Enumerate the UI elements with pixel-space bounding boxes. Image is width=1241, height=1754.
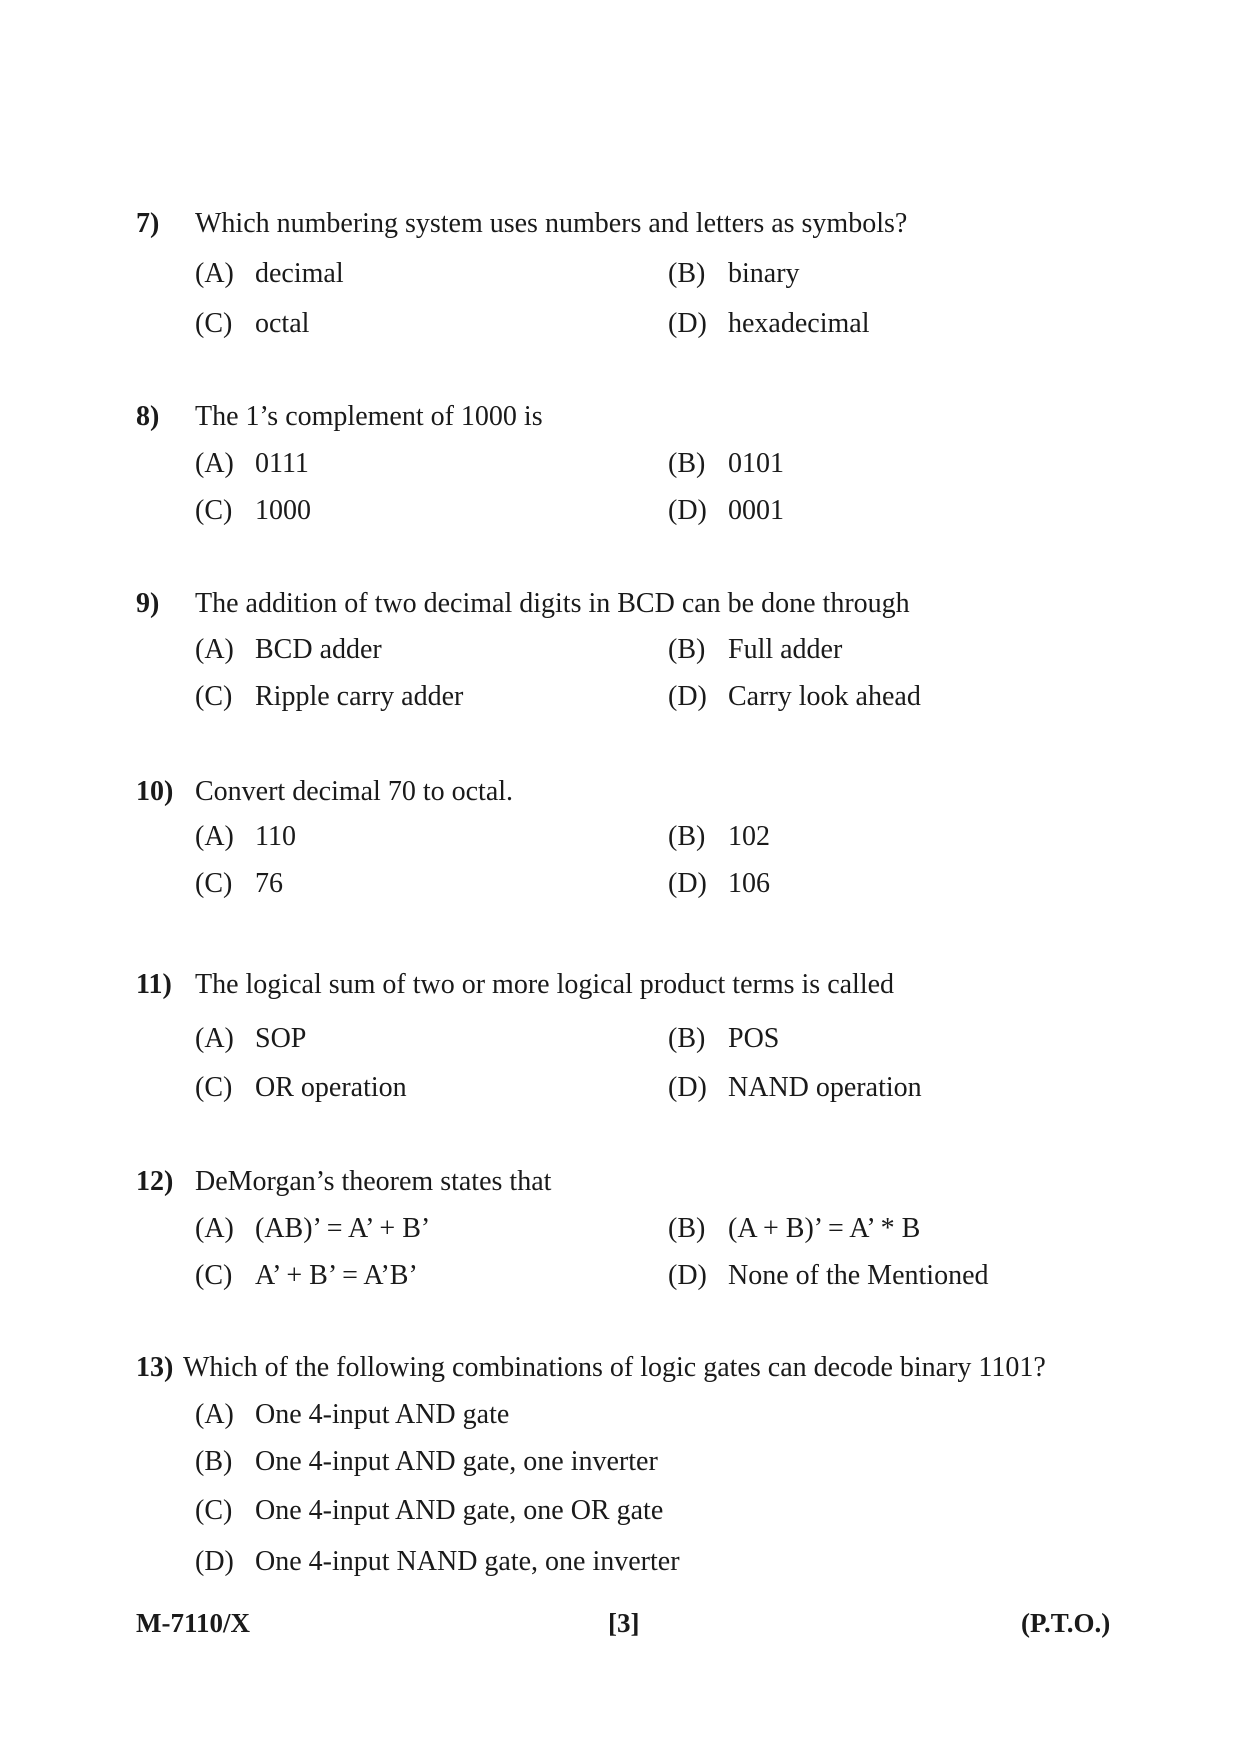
question-text: Convert decimal 70 to octal. [195, 776, 514, 807]
option-row [136, 817, 1126, 857]
option-d [668, 864, 770, 904]
option-d [668, 1256, 989, 1296]
option-text: Ripple carry adder [255, 681, 464, 712]
option-row [136, 491, 1126, 531]
option-text: binary [728, 258, 800, 289]
option-d [668, 677, 921, 717]
option-letter: (B) [668, 448, 706, 479]
option-letter: (A) [195, 821, 234, 852]
option-row [136, 1395, 1126, 1435]
option-letter: (A) [195, 1023, 234, 1054]
question-stem [136, 584, 1126, 624]
question-text: Which of the following combinations of logic gates can decode binary 1101? [183, 1352, 1046, 1383]
question-8 [136, 397, 1126, 531]
option-text: (A + B)’ = A’ * B [728, 1213, 921, 1244]
option-letter: (A) [195, 1213, 234, 1244]
question-12 [136, 1162, 1126, 1296]
question-number: 8) [136, 401, 160, 432]
option-text: A’ + B’ = A’B’ [255, 1260, 418, 1291]
option-text: SOP [255, 1023, 307, 1054]
question-stem [136, 397, 1126, 437]
option-c [195, 1068, 407, 1108]
option-b [668, 1019, 779, 1059]
question-10 [136, 772, 1126, 904]
option-letter: (C) [195, 868, 233, 899]
option-letter: (D) [668, 868, 707, 899]
option-row [136, 1256, 1126, 1296]
option-c [195, 864, 283, 904]
option-d [668, 1068, 922, 1108]
option-text: One 4-input NAND gate, one inverter [255, 1546, 680, 1577]
question-number: 13) [136, 1352, 174, 1383]
option-letter: (A) [195, 634, 234, 665]
option-text: POS [728, 1023, 780, 1054]
option-a [195, 817, 296, 857]
option-text: Carry look ahead [728, 681, 921, 712]
option-letter: (D) [668, 495, 707, 526]
option-letter: (B) [668, 634, 706, 665]
option-c [195, 304, 309, 344]
page-number: [3] [608, 1608, 640, 1638]
question-7 [136, 204, 1126, 344]
option-a [195, 1395, 509, 1435]
question-text: DeMorgan’s theorem states that [195, 1166, 552, 1197]
option-b [668, 254, 800, 294]
option-c [195, 1491, 663, 1531]
option-row [136, 254, 1126, 294]
option-letter: (D) [668, 1260, 707, 1291]
question-11 [136, 965, 1126, 1108]
question-stem [136, 1162, 1126, 1202]
question-text: The 1’s complement of 1000 is [195, 401, 543, 432]
option-text: OR operation [255, 1072, 407, 1103]
option-letter: (B) [668, 1213, 706, 1244]
question-text: The addition of two decimal digits in BCD can be done through [195, 588, 910, 619]
option-c [195, 1256, 418, 1296]
question-number: 9) [136, 588, 160, 619]
option-d [668, 304, 869, 344]
option-letter: (A) [195, 258, 234, 289]
option-row [136, 630, 1126, 670]
option-row [136, 1019, 1126, 1059]
question-stem [136, 1348, 1126, 1388]
option-text: (AB)’ = A’ + B’ [255, 1213, 431, 1244]
option-row [136, 864, 1126, 904]
option-letter: (D) [668, 308, 707, 339]
option-row [136, 1209, 1126, 1249]
option-text: None of the Mentioned [728, 1260, 989, 1291]
option-row [136, 1442, 1126, 1482]
option-letter: (B) [195, 1446, 233, 1477]
option-b [668, 630, 842, 670]
option-row [136, 677, 1126, 717]
option-d [668, 491, 784, 531]
option-letter: (C) [195, 495, 233, 526]
option-c [195, 491, 311, 531]
paper-code: M-7110/X [136, 1608, 250, 1638]
option-b [668, 1209, 920, 1249]
question-9 [136, 584, 1126, 717]
option-letter: (C) [195, 1072, 233, 1103]
option-letter: (A) [195, 448, 234, 479]
question-stem [136, 965, 1126, 1005]
option-letter: (C) [195, 1495, 233, 1526]
option-text: octal [255, 308, 310, 339]
option-text: 0101 [728, 448, 784, 479]
option-text: BCD adder [255, 634, 382, 665]
option-letter: (D) [668, 1072, 707, 1103]
question-text: The logical sum of two or more logical product terms is called [195, 969, 895, 1000]
option-text: 0111 [255, 448, 309, 479]
option-row [136, 304, 1126, 344]
option-b [668, 817, 770, 857]
option-text: decimal [255, 258, 344, 289]
option-text: 102 [728, 821, 770, 852]
option-text: 1000 [255, 495, 311, 526]
option-text: 110 [255, 821, 296, 852]
option-row [136, 444, 1126, 484]
option-row [136, 1491, 1126, 1531]
please-turn-over: (P.T.O.) [1021, 1608, 1111, 1638]
option-letter: (A) [195, 1399, 234, 1430]
option-letter: (B) [668, 821, 706, 852]
option-text: hexadecimal [728, 308, 870, 339]
option-text: 0001 [728, 495, 784, 526]
question-number: 10) [136, 776, 174, 807]
question-number: 12) [136, 1166, 174, 1197]
option-text: One 4-input AND gate [255, 1399, 510, 1430]
option-c [195, 677, 463, 717]
question-number: 11) [136, 969, 172, 1000]
option-text: 76 [255, 868, 283, 899]
option-row [136, 1068, 1126, 1108]
option-text: One 4-input AND gate, one OR gate [255, 1495, 664, 1526]
option-letter: (C) [195, 308, 233, 339]
option-letter: (C) [195, 681, 233, 712]
option-letter: (D) [195, 1546, 234, 1577]
option-letter: (B) [668, 258, 706, 289]
option-b [668, 444, 784, 484]
option-text: Full adder [728, 634, 843, 665]
option-letter: (D) [668, 681, 707, 712]
question-text: Which numbering system uses numbers and letters as symbols? [195, 208, 908, 239]
option-a [195, 444, 309, 484]
question-stem [136, 204, 1126, 244]
option-letter: (B) [668, 1023, 706, 1054]
option-a [195, 254, 344, 294]
question-number: 7) [136, 208, 160, 239]
option-text: 106 [728, 868, 770, 899]
option-d [195, 1542, 680, 1582]
option-b [195, 1442, 658, 1482]
option-letter: (C) [195, 1260, 233, 1291]
option-a [195, 1209, 430, 1249]
question-stem [136, 772, 1126, 812]
option-text: One 4-input AND gate, one inverter [255, 1446, 658, 1477]
option-a [195, 1019, 306, 1059]
question-13 [136, 1348, 1126, 1582]
option-a [195, 630, 382, 670]
option-text: NAND operation [728, 1072, 922, 1103]
option-row [136, 1542, 1126, 1582]
